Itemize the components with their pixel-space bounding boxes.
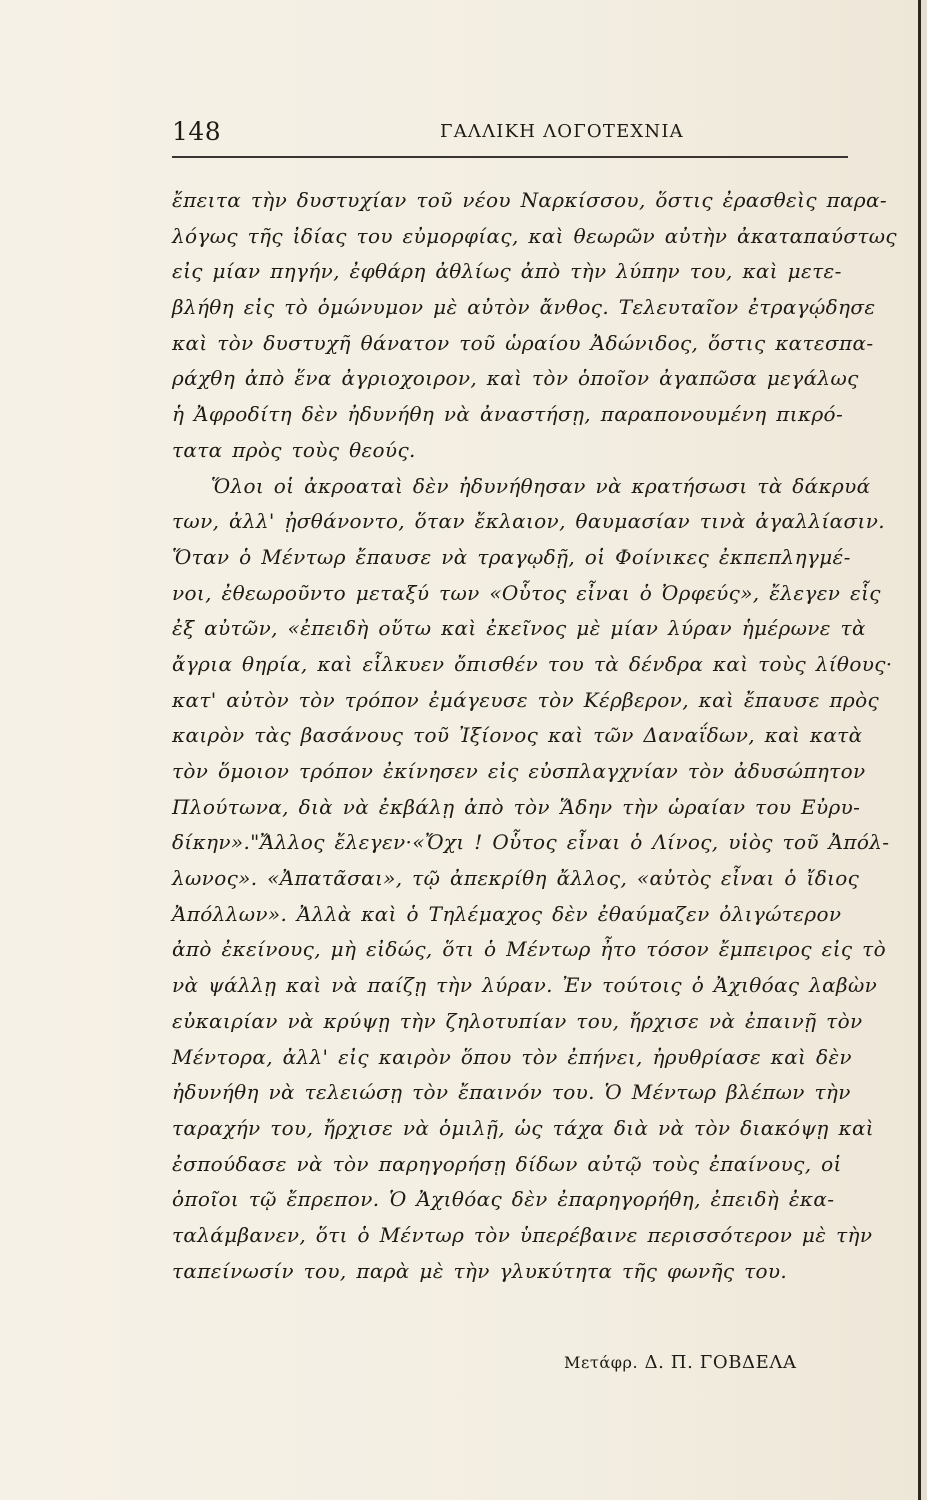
text-line: καιρὸν τὰς βασάνους τοῦ Ἰξίονος καὶ τῶν Δαναΐδων, καὶ κατὰ: [172, 723, 863, 748]
text-line: ἄγρια θηρία, καὶ εἷλκυεν ὄπισθέν του τὰ δένδρα καὶ τοὺς λίθους·: [172, 651, 893, 676]
text-line: ἐσπούδασε νὰ τὸν παρηγορήσῃ δίδων αὐτῷ τοὺς ἐπαίνους, οἱ: [172, 1151, 842, 1176]
text-line: νοι, ἐθεωροῦντο μεταξύ των «Οὗτος εἶναι ὁ Ὀρφεύς», ἔλεγεν εἷς: [172, 580, 881, 605]
text-line: νὰ ψάλλῃ καὶ νὰ παίζῃ τὴν λύραν. Ἐν τούτοις ὁ Ἀχιθόας λαβὼν: [172, 973, 878, 998]
header-rule: [172, 156, 848, 158]
text-line: ἀπὸ ἐκείνους, μὴ εἰδώς, ὅτι ὁ Μέντωρ ἦτο τόσον ἔμπειρος εἰς τὸ: [172, 937, 886, 962]
text-line: λόγως τῆς ἰδίας του εὐμορφίας, καὶ θεωρῶν αὐτὴν ἀκαταπαύστως: [172, 223, 897, 248]
running-title: ΓΑΛΛΙΚΗ ΛΟΓΟΤΕΧΝΙΑ: [440, 121, 684, 142]
text-line: ὁποῖοι τῷ ἔπρεπον. Ὁ Ἀχιθόας δὲν ἐπαρηγορήθη, ἐπειδὴ ἐκα-: [172, 1187, 835, 1212]
text-line: Πλούτωνα, διὰ νὰ ἐκβάλῃ ἀπὸ τὸν Ἅδην τὴν ὡραίαν του Εὐρυ-: [172, 794, 861, 819]
text-line: ἔπειτα τὴν δυστυχίαν τοῦ νέου Ναρκίσσου, ὅστις ἐρασθεὶς παρα-: [172, 188, 888, 212]
text-line: Ἀπόλλων». Ἀλλὰ καὶ ὁ Τηλέμαχος δὲν ἐθαύμαζεν ὀλιγώτερον: [172, 901, 842, 926]
text-line: Μέντορα, ἀλλ' εἰς καιρὸν ὅπου τὸν ἐπήνει, ἠρυθρίασε καὶ δὲν: [172, 1044, 852, 1069]
page-edge-line: [918, 0, 921, 1500]
text-line: ἡ Ἀφροδίτη δὲν ἠδυνήθη νὰ ἀναστήσῃ, παραπονουμένη πικρό-: [172, 402, 844, 427]
text-line: των, ἀλλ' ᾐσθάνοντο, ὅταν ἔκλαιον, θαυμασίαν τινὰ ἀγαλλίασιν.: [172, 509, 885, 534]
page-edge-shadow: [921, 0, 927, 1500]
text-line: λωνος». «Ἀπατᾶσαι», τῷ ἀπεκρίθη ἄλλος, «αὐτὸς εἶναι ὁ ἴδιος: [172, 866, 860, 891]
text-line: ράχθη ἀπὸ ἕνα ἀγριοχοιρον, καὶ τὸν ὁποῖον ἀγαπῶσα μεγάλως: [172, 366, 859, 391]
page-header: [172, 117, 848, 153]
text-line: εἰς μίαν πηγήν, ἐφθάρη ἀθλίως ἀπὸ τὴν λύπην του, καὶ μετε-: [172, 259, 842, 284]
text-line: ἠδυνήθη νὰ τελειώσῃ τὸν ἔπαινόν του. Ὁ Μέντωρ βλέπων τὴν: [172, 1080, 851, 1105]
text-line: καὶ τὸν δυστυχῆ θάνατον τοῦ ὡραίου Ἀδώνιδος, ὅστις κατεσπα-: [172, 330, 874, 355]
text-line: τὸν ὅμοιον τρόπον ἐκίνησεν εἰς εὐσπλαγχνίαν τὸν ἀδυσώπητον: [172, 759, 866, 783]
text-line: δίκην»."Ἄλλος ἔλεγεν·«Ὄχι ! Οὗτος εἶναι ὁ Λίνος, υἱὸς τοῦ Ἀπόλ-: [172, 830, 890, 855]
text-line: κατ' αὐτὸν τὸν τρόπον ἐμάγευσε τὸν Κέρβερον, καὶ ἔπαυσε πρὸς: [172, 687, 880, 712]
text-line: ἐξ αὐτῶν, «ἐπειδὴ οὕτω καὶ ἐκεῖνος μὲ μίαν λύραν ἡμέρωνε τὰ: [172, 616, 866, 641]
text-line: Ὅταν ὁ Μέντωρ ἔπαυσε νὰ τραγῳδῇ, οἱ Φοίνικες ἐκπεπληγμέ-: [172, 544, 851, 569]
text-line: βλήθη εἰς τὸ ὁμώνυμον μὲ αὐτὸν ἄνθος. Τελευταῖον ἐτραγῴδησε: [172, 295, 876, 320]
text-line: εὐκαιρίαν νὰ κρύψῃ τὴν ζηλοτυπίαν του, ἤρχισε νὰ ἐπαινῇ τὸν: [172, 1008, 863, 1033]
signature-name: Δ. Π. ΓΟΒΔΕΛΑ: [644, 1352, 797, 1373]
text-line: Ὅλοι οἱ ἀκροαταὶ δὲν ἠδυνήθησαν νὰ κρατήσωσι τὰ δάκρυά: [172, 473, 871, 498]
text-line: ταπείνωσίν του, παρὰ μὲ τὴν γλυκύτητα τῆς φωνῆς του.: [172, 1258, 788, 1283]
translator-signature: [564, 1352, 797, 1373]
signature-label: Μετάφρ.: [564, 1353, 639, 1372]
body-text: [172, 183, 907, 1289]
text-line: τατα πρὸς τοὺς θεούς.: [172, 437, 416, 462]
text-line: ταλάμβανεν, ὅτι ὁ Μέντωρ τὸν ὑπερέβαινε περισσότερον μὲ τὴν: [172, 1222, 873, 1247]
text-line: ταραχήν του, ἤρχισε νὰ ὁμιλῇ, ὡς τάχα διὰ νὰ τὸν διακόψῃ καὶ: [172, 1115, 874, 1140]
page-number: 148: [172, 117, 222, 146]
